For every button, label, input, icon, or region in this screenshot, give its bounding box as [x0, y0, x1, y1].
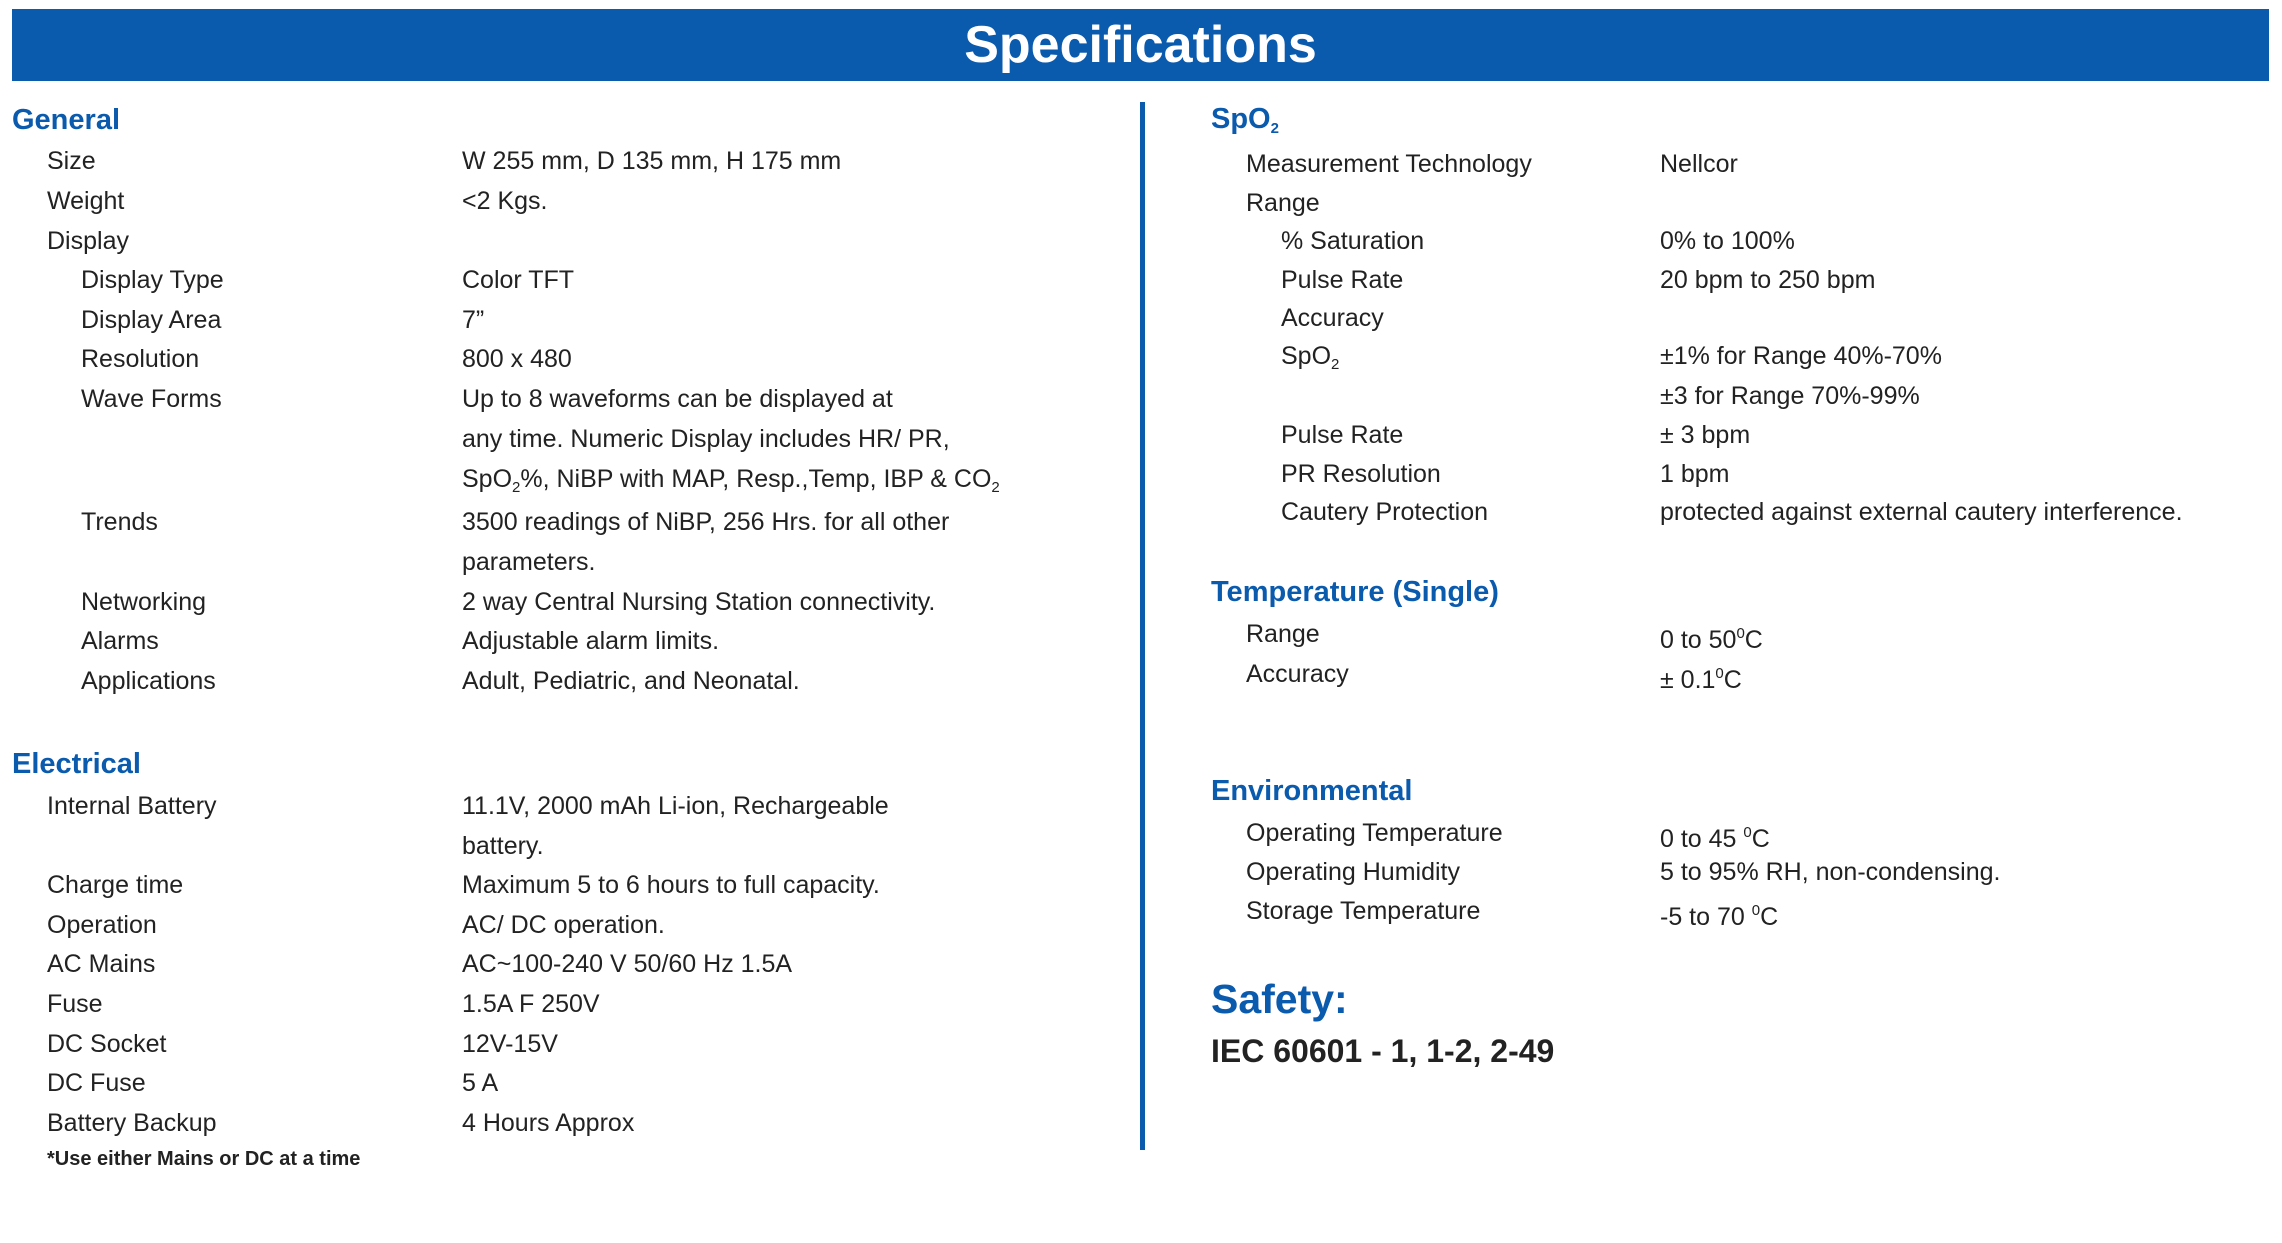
operation-label: Operation [47, 911, 157, 939]
environmental-heading: Environmental [1211, 775, 1413, 807]
electrical-heading: Electrical [12, 748, 141, 780]
saturation-value: 0% to 100% [1660, 227, 1795, 255]
trends-value-line2: parameters. [462, 548, 596, 576]
spo2-heading: SpO$_2$ [1211, 103, 1279, 137]
cautery-protection-value: protected against external cautery interference. [1660, 498, 2183, 526]
weight-value: <2 Kgs. [462, 187, 548, 215]
spo2-accuracy-sub-label: SpO$_2$ [1281, 342, 1340, 373]
spo2-accuracy-label: Accuracy [1281, 304, 1384, 332]
pulse-rate-range-label: Pulse Rate [1281, 266, 1404, 294]
safety-title: Safety: [1211, 976, 1348, 1022]
spo2-accuracy-value-line2: ±3 for Range 70%-99% [1660, 382, 1920, 410]
size-label: Size [47, 147, 96, 175]
display-area-label: Display Area [81, 306, 222, 334]
display-label: Display [47, 227, 129, 255]
pr-resolution-label: PR Resolution [1281, 460, 1441, 488]
internal-battery-value-line2: battery. [462, 832, 544, 860]
alarms-value: Adjustable alarm limits. [462, 627, 720, 655]
battery-backup-value: 4 Hours Approx [462, 1109, 635, 1137]
general-heading: General [12, 104, 120, 136]
temperature-accuracy-value: ± $0.1^0C$ [1660, 665, 1742, 694]
wave-forms-value-line1: Up to 8 waveforms can be displayed at [462, 385, 893, 413]
internal-battery-value-line1: 11.1V, 2000 mAh Li-ion, Rechargeable [462, 792, 889, 820]
internal-battery-label: Internal Battery [47, 792, 217, 820]
wave-forms-value-line2: any time. Numeric Display includes HR/ PR, [462, 425, 950, 453]
networking-value: 2 way Central Nursing Station connectivity. [462, 588, 936, 616]
operating-humidity-value: 5 to 95% RH, non-condensing. [1660, 858, 2001, 886]
ac-mains-label: AC Mains [47, 950, 156, 978]
trends-value-line1: 3500 readings of NiBP, 256 Hrs. for all other [462, 508, 950, 536]
display-type-value: Color TFT [462, 266, 575, 294]
display-area-value: 7” [462, 306, 485, 334]
electrical-footnote: *Use either Mains or DC at a time [47, 1148, 361, 1170]
spo2-range-label: Range [1246, 189, 1320, 217]
ac-mains-value: AC~100-240 V 50/60 Hz 1.5A [462, 950, 793, 978]
safety-standard: IEC 60601 - 1, 1-2, 2-49 [1211, 1033, 1555, 1069]
right-column [1145, 0, 2282, 1243]
pulse-rate-range-value: 20 bpm to 250 bpm [1660, 266, 1876, 294]
dc-fuse-label: DC Fuse [47, 1069, 146, 1097]
storage-temperature-label: Storage Temperature [1246, 897, 1481, 925]
temperature-heading: Temperature (Single) [1211, 576, 1499, 608]
resolution-label: Resolution [81, 345, 200, 373]
resolution-value: 800 x 480 [462, 345, 572, 373]
networking-label: Networking [81, 588, 207, 616]
pr-resolution-value: 1 bpm [1660, 460, 1730, 488]
fuse-label: Fuse [47, 990, 103, 1018]
display-type-label: Display Type [81, 266, 224, 294]
wave-forms-value-line3: SpO$_2$%, NiBP with MAP, Resp.,Temp, IBP & $CO_2$ [462, 465, 1000, 496]
dc-socket-label: DC Socket [47, 1030, 167, 1058]
alarms-label: Alarms [81, 627, 159, 655]
charge-time-value: Maximum 5 to 6 hours to full capacity. [462, 871, 880, 899]
spo2-accuracy-value-line1: ±1% for Range 40%-70% [1660, 342, 1942, 370]
operating-temperature-value: 0 to 45 $^0$C [1660, 824, 1770, 853]
temperature-accuracy-label: Accuracy [1246, 660, 1349, 688]
battery-backup-label: Battery Backup [47, 1109, 217, 1137]
pulse-rate-accuracy-value: ± 3 bpm [1660, 421, 1751, 449]
applications-label: Applications [81, 667, 216, 695]
applications-value: Adult, Pediatric, and Neonatal. [462, 667, 800, 695]
temperature-range-value: 0 to $50^0C$ [1660, 625, 1763, 654]
dc-fuse-value: 5 A [462, 1069, 499, 1097]
measurement-technology-value: Nellcor [1660, 150, 1738, 178]
weight-label: Weight [47, 187, 125, 215]
temperature-range-label: Range [1246, 620, 1320, 648]
size-value: W 255 mm, D 135 mm, H 175 mm [462, 147, 842, 175]
operation-value: AC/ DC operation. [462, 911, 665, 939]
left-column [0, 0, 1130, 1243]
measurement-technology-label: Measurement Technology [1246, 150, 1532, 178]
trends-label: Trends [81, 508, 158, 536]
charge-time-label: Charge time [47, 871, 184, 899]
dc-socket-value: 12V-15V [462, 1030, 558, 1058]
operating-temperature-label: Operating Temperature [1246, 819, 1503, 847]
saturation-label: % Saturation [1281, 227, 1425, 255]
fuse-value: 1.5A F 250V [462, 990, 600, 1018]
page-title: Specifications [964, 16, 1317, 74]
wave-forms-label: Wave Forms [81, 385, 222, 413]
cautery-protection-label: Cautery Protection [1281, 498, 1489, 526]
storage-temperature-value: -5 to 70 $^0$C [1660, 902, 1779, 931]
pulse-rate-accuracy-label: Pulse Rate [1281, 421, 1404, 449]
operating-humidity-label: Operating Humidity [1246, 858, 1460, 886]
